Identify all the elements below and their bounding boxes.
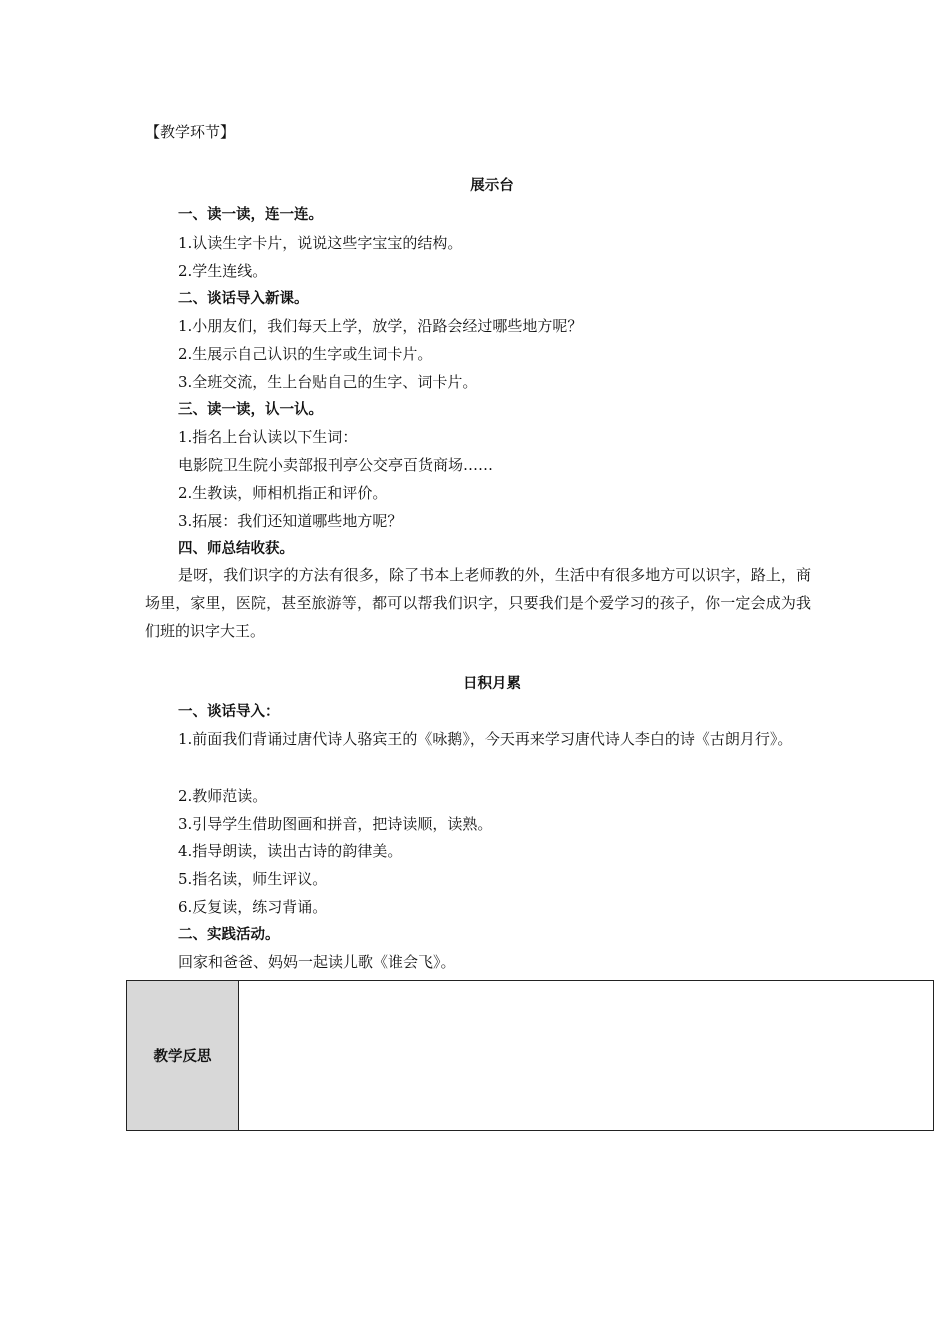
reflection-table [126, 980, 934, 1131]
part-heading: 二、谈话导入新课。 [178, 291, 309, 307]
section-title-showcase: 展示台 [470, 178, 514, 194]
list-item: 2.教师范读。 [178, 787, 268, 805]
reflection-content[interactable] [239, 981, 933, 1130]
list-item: 1.小朋友们，我们每天上学，放学，沿路会经过哪些地方呢？ [178, 317, 583, 335]
list-item: 4.指导朗读，读出古诗的韵律美。 [178, 842, 403, 860]
list-item: 2.生展示自己认识的生字或生词卡片。 [178, 345, 433, 363]
activity-text: 回家和爸爸、妈妈一起读儿歌《谁会飞》。 [178, 953, 456, 971]
list-item: 1.指名上台认读以下生词： [178, 428, 358, 446]
list-item: 3.引导学生借助图画和拼音，把诗读顺，读熟。 [178, 815, 493, 833]
list-item-paragraph: 1.前面我们背诵过唐代诗人骆宾王的《咏鹅》，今天再来学习唐代诗人李白的诗《古朗月行》。 [178, 730, 793, 748]
part-heading: 二、实践活动。 [178, 927, 280, 943]
list-item: 5.指名读，师生评议。 [178, 870, 328, 888]
section-title-daily-accumulation: 日积月累 [463, 676, 521, 692]
section-heading: 【教学环节】 [145, 123, 236, 141]
summary-paragraph: 是呀，我们识字的方法有很多，除了书本上老师教的外，生活中有很多地方可以识字，路上，商场里，家里，医院，甚至旅游等，都可以帮我们识字，只要我们是个爱学习的孩子，你一定会成为我们班的识字大王。 [145, 566, 811, 640]
list-item: 2.学生连线。 [178, 262, 268, 280]
reflection-label: 教学反思 [127, 981, 239, 1130]
list-item: 2.生教读，师相机指正和评价。 [178, 484, 388, 502]
part-heading: 四、师总结收获。 [178, 541, 294, 557]
part-heading: 三、读一读，认一认。 [178, 402, 323, 418]
word-list: 电影院卫生院小卖部报刊亭公交亭百货商场…… [178, 456, 494, 474]
part-heading: 一、谈话导入： [178, 704, 280, 720]
list-item: 3.拓展：我们还知道哪些地方呢？ [178, 512, 403, 530]
part-heading: 一、读一读，连一连。 [178, 207, 323, 223]
list-item: 6.反复读，练习背诵。 [178, 898, 328, 916]
list-item: 1.认读生字卡片，说说这些字宝宝的结构。 [178, 234, 463, 252]
list-item: 3.全班交流，生上台贴自己的生字、词卡片。 [178, 373, 478, 391]
